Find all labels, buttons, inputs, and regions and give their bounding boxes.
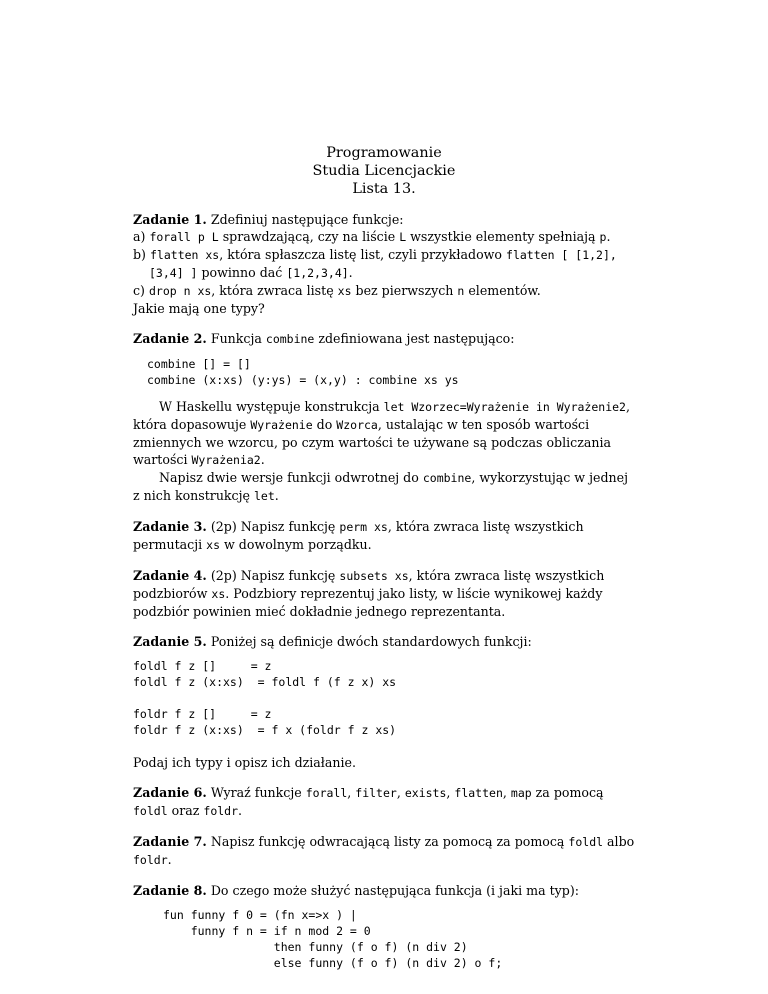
text-run: W Haskellu występuje konstrukcja: [159, 399, 384, 414]
text-run: , wykorzystując w jednej z nich konstrukcję: [133, 470, 628, 503]
inline-code: flatten: [454, 786, 503, 800]
inline-code: n: [457, 284, 465, 298]
task-label: Zadanie 4.: [133, 568, 207, 583]
text-run: Napisz dwie wersje funkcji odwrotnej do: [159, 470, 423, 485]
text-run: c): [133, 283, 145, 298]
inline-code: p: [599, 230, 607, 244]
task-label: Zadanie 5.: [133, 634, 207, 649]
text-run: elementów.: [464, 283, 541, 298]
inline-code: xs: [337, 284, 352, 298]
text-run: .: [606, 229, 611, 244]
document-page: [133, 144, 635, 971]
text-run: w dowolnym porządku.: [220, 537, 372, 552]
text-run: zdefiniowana jest następująco:: [314, 331, 515, 346]
text-run: ,: [502, 785, 511, 800]
task-5-question: Podaj ich typy i opisz ich działanie.: [133, 755, 356, 770]
inline-code: drop n xs: [148, 284, 212, 298]
document-header: [133, 144, 635, 198]
inline-code: exists: [404, 786, 447, 800]
task-5: [133, 633, 635, 771]
code-block-combine: combine [] = [] combine (x:xs) (y:ys) = (x,y) : combine xs ys: [147, 357, 459, 387]
inline-code: Wyrażenie: [250, 418, 313, 432]
inline-code: foldl: [568, 835, 604, 849]
task-7: [133, 833, 635, 869]
inline-code: foldr: [203, 804, 239, 818]
task-label: Zadanie 7.: [133, 834, 207, 849]
text-run: Poniżej są definicje dwóch standardowych funkcji:: [210, 634, 532, 649]
task-2-paragraph-let: [133, 398, 635, 469]
text-run: . Podzbiory reprezentuj jako listy, w liście wynikowej każdy podzbiór powinien mieć dokładnie jednego reprezentanta.: [133, 586, 603, 619]
text-run: do: [312, 417, 337, 432]
task-2-paragraph-inverse: [133, 469, 635, 505]
inline-code: let: [253, 489, 275, 503]
inline-code: L: [399, 230, 407, 244]
text-run: Funkcja: [210, 331, 266, 346]
task-label: Zadanie 3.: [133, 519, 207, 534]
inline-code: flatten [ [1,2], [3,4] ]: [149, 248, 617, 280]
text-run: ,: [446, 785, 455, 800]
header-program: Studia Licencjackie: [312, 163, 456, 179]
text-run: .: [238, 803, 243, 818]
code-block-funny: fun funny f 0 = (fn x=>x ) | funny f n = if n mod 2 = 0 then funny (f o f) (n div 2) else funny (f o f) (n div 2) o f;: [163, 908, 503, 970]
inline-code: perm xs: [339, 520, 388, 534]
task-1-item-a: [133, 228, 635, 246]
inline-code: [1,2,3,4]: [286, 266, 349, 280]
inline-code: subsets xs: [339, 569, 409, 583]
task-text: Zdefiniuj następujące funkcje:: [210, 212, 404, 227]
text-run: bez pierwszych: [351, 283, 458, 298]
inline-code: foldr: [133, 853, 168, 867]
task-2: [133, 330, 635, 505]
task-1-item-c: [133, 282, 635, 300]
text-run: albo: [603, 834, 635, 849]
task-1-question: Jakie mają one typy?: [133, 301, 265, 316]
task-label: Zadanie 1.: [133, 212, 207, 227]
inline-code: foldl: [133, 804, 168, 818]
text-run: .: [167, 852, 172, 867]
text-run: , która zwraca listę wszystkich permutacji: [133, 519, 584, 552]
text-run: Do czego może służyć następująca funkcja (i jaki ma typ):: [210, 883, 579, 898]
inline-code: Wyrażenia2: [191, 453, 261, 467]
text-run: powinno dać: [197, 265, 287, 280]
inline-code: flatten xs: [150, 248, 220, 262]
task-label: Zadanie 2.: [133, 331, 207, 346]
text-run: (2p) Napisz funkcję: [210, 568, 340, 583]
inline-code: combine: [422, 471, 472, 485]
task-3: [133, 518, 635, 554]
task-4: [133, 567, 635, 620]
text-run: .: [274, 488, 279, 503]
text-run: , która dopasowuje: [133, 399, 630, 432]
text-run: ,: [396, 785, 405, 800]
text-run: oraz: [167, 803, 204, 818]
inline-code: Wzorca: [336, 418, 378, 432]
text-run: (2p) Napisz funkcję: [210, 519, 340, 534]
code-block-folds: foldl f z [] = z foldl f z (x:xs) = foldl f (f z x) xs foldr f z [] = z foldr f z (x:xs) = f x (foldr f z xs): [133, 659, 397, 737]
text-run: wszystkie elementy spełniają: [406, 229, 600, 244]
inline-code: combine: [265, 332, 315, 346]
inline-code: let Wzorzec=Wyrażenie in Wyrażenie2: [383, 400, 626, 414]
task-1-item-b: [133, 246, 635, 282]
header-course: Programowanie: [326, 145, 442, 161]
text-run: a): [133, 229, 146, 244]
task-6: [133, 784, 635, 820]
text-run: , która zwraca listę wszystkich podzbiorów: [133, 568, 605, 601]
text-run: b): [133, 247, 146, 262]
text-run: .: [260, 452, 265, 467]
header-list-number: Lista 13.: [352, 181, 416, 197]
text-run: , która zwraca listę: [211, 283, 338, 298]
inline-code: map: [510, 786, 532, 800]
inline-code: xs: [211, 587, 226, 601]
inline-code: xs: [206, 538, 221, 552]
text-run: .: [348, 265, 353, 280]
task-label: Zadanie 8.: [133, 883, 207, 898]
inline-code: forall: [305, 786, 348, 800]
task-label: Zadanie 6.: [133, 785, 207, 800]
task-8: [133, 882, 635, 971]
text-run: za pomocą: [531, 785, 604, 800]
text-run: ,: [347, 785, 356, 800]
text-run: , ustalając w ten sposób wartości zmiennych we wzorcu, po czym wartości te używane są podczas obliczania wartości: [133, 417, 611, 467]
task-1: [133, 211, 635, 317]
text-run: Napisz funkcję odwracającą listy za pomocą za pomocą: [210, 834, 569, 849]
text-run: sprawdzającą, czy na liście: [218, 229, 400, 244]
inline-code: forall p L: [149, 230, 219, 244]
text-run: , która spłaszcza listę list, czyli przykładowo: [219, 247, 507, 262]
text-run: Wyraź funkcje: [210, 785, 306, 800]
inline-code: filter: [355, 786, 397, 800]
